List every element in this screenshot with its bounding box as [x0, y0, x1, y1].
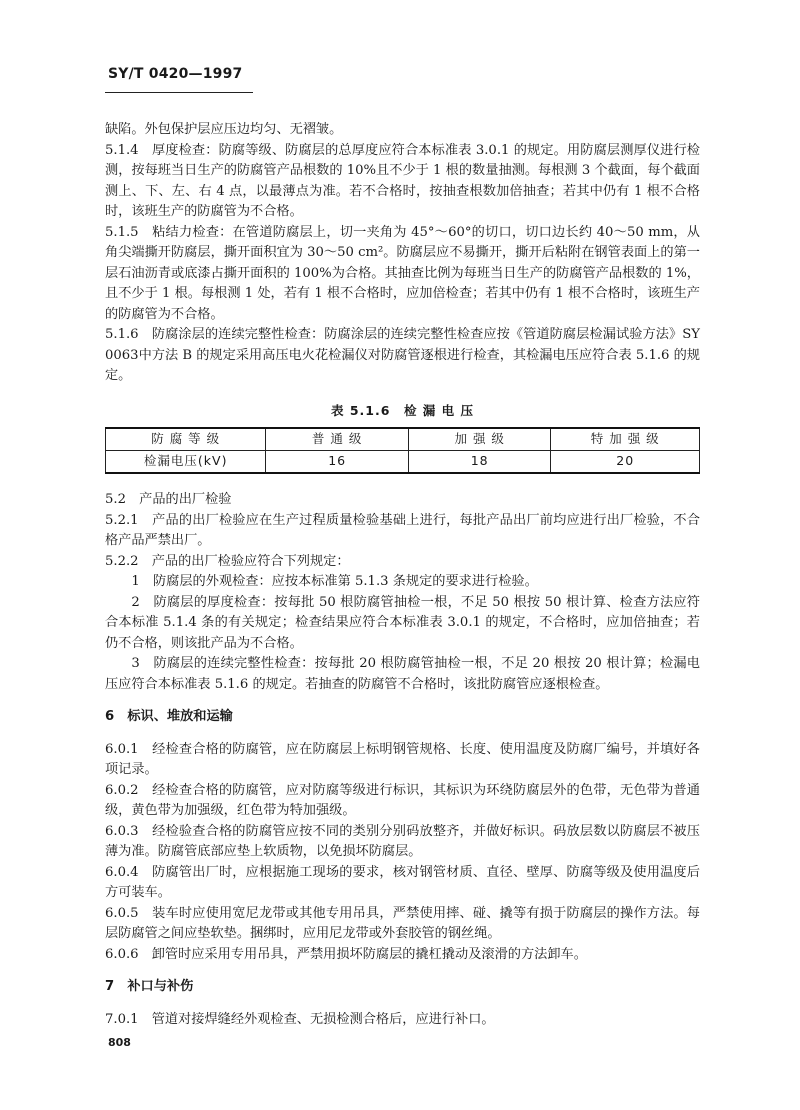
paragraph-5-2-2: 5.2.2 产品的出厂检验应符合下列规定： [105, 553, 350, 569]
paragraph-5-2-1: 5.2.1 产品的出厂检验应在生产过程质量检验基础上进行，每批产品出厂前均应进行出厂检验，不合格产品严禁出厂。 [105, 512, 700, 548]
table-caption: 表 5.1.6 检 漏 电 压 [331, 402, 474, 418]
document-code: SY/T 0420—1997 [108, 66, 243, 82]
paragraph-6-0-6: 6.0.6 卸管时应采用专用吊具，严禁用损坏防腐层的撬杠撬动及滚滑的方法卸车。 [105, 946, 587, 962]
list-item-2: 2 防腐层的厚度检查：按每批 50 根防腐管抽检一根，不足 50 根按 50 根计算、检查方法应符合本标准 5.1.4 条的有关规定；检查结果应符合本标准表 3.0.1 的规定，不合格时，应加倍抽查；若仍不合格，则该批产品为不合格。 [105, 594, 700, 651]
paragraph-7-0-1: 7.0.1 管道对接焊缝经外观检查、无损检测合格后，应进行补口。 [105, 1011, 495, 1027]
paragraph-6-0-5: 6.0.5 装车时应使用宽尼龙带或其他专用吊具，严禁使用摔、碰、撬等有损于防腐层的操作方法。每层防腐管之间应垫软垫。捆绑时，应用尼龙带或外套胶管的钢丝绳。 [105, 905, 700, 941]
paragraph-5-1-4: 5.1.4 厚度检查：防腐等级、防腐层的总厚度应符合本标准表 3.0.1 的规定。用防腐层测厚仪进行检测，按每班当日生产的防腐管产品根数的 10%且不少于 1 根的数量抽测。每根测 3 个截面，每个截面测上、下、左、右 4 点，以最薄点为准。若不合格时，按抽查根数加倍抽查；若其中仍有 1 根不合格时，该班生产的防腐管为不合格。 [105, 142, 700, 219]
section-heading-7: 7 补口与补伤 [105, 979, 194, 994]
paragraph-6-0-2: 6.0.2 经检查合格的防腐管，应对防腐等级进行标识，其标识为环绕防腐层外的色带，无色带为普通级，黄色带为加强级，红色带为特加强级。 [105, 782, 700, 818]
table-row [106, 451, 700, 474]
list-item-3: 3 防腐层的连续完整性检查：按每批 20 根防腐管抽检一根，不足 20 根按 20 根计算；检漏电压应符合本标准表 5.1.6 的规定。若抽查的防腐管不合格时，该批防腐管应逐根检查。 [105, 656, 700, 692]
page-content [105, 120, 700, 1030]
section-heading-5-2: 5.2 产品的出厂检验 [105, 492, 232, 507]
list-item-1: 1 防腐层的外观检查：应按本标准第 5.1.3 条规定的要求进行检验。 [131, 574, 538, 589]
table-header-cell: 特 加 强 级 [551, 428, 700, 451]
paragraph-6-0-1: 6.0.1 经检查合格的防腐管，应在防腐层上标明钢管规格、长度、使用温度及防腐厂编号，并填好各项记录。 [105, 741, 700, 777]
table-header-cell: 防 腐 等 级 [106, 428, 266, 451]
paragraph-intro: 缺陷。外包保护层应压边均匀、无褶皱。 [105, 122, 343, 137]
page-number: 808 [108, 1036, 131, 1049]
table-cell: 20 [551, 451, 700, 474]
header-rule [105, 92, 253, 93]
paragraph-5-1-6: 5.1.6 防腐涂层的连续完整性检查：防腐涂层的连续完整性检查应按《管道防腐层检漏试验方法》SY 0063中方法 B 的规定采用高压电火花检漏仪对防腐管逐根进行检查，其检漏电压应符合表 5.1.6 的规定。 [105, 327, 700, 383]
paragraph-6-0-3: 6.0.3 经检验查合格的防腐管应按不同的类别分别码放整齐，并做好标识。码放层数以防腐层不被压薄为准。防腐管底部应垫上软质物，以免损坏防腐层。 [105, 823, 700, 859]
section-heading-6: 6 标识、堆放和运输 [105, 709, 233, 724]
table-header-cell: 普 通 级 [266, 428, 409, 451]
paragraph-5-1-5: 5.1.5 粘结力检查：在管道防腐层上，切一夹角为 45°～60°的切口，切口边长约 40～50 mm，从角尖端撕开防腐层，撕开面积宜为 30～50 cm²。防腐层应不易撕开，撕开后粘附在钢管表面上的第一层石油沥青或底漆占撕开面积的 100%为合格。其抽查比例为每班当日生产的防腐管产品根数的 1%，且不少于 1 根。每根测 1 处，若有 1 根不合格时，应加倍检查；若其中仍有 1 根不合格时，该班生产的防腐管为不合格。 [105, 224, 700, 322]
table-cell: 16 [266, 451, 409, 474]
table-header-cell: 加 强 级 [408, 428, 551, 451]
leak-voltage-table [105, 427, 700, 474]
table-cell: 18 [408, 451, 551, 474]
table-cell: 检漏电压(kV) [106, 451, 266, 474]
table-header-row [106, 428, 700, 451]
paragraph-6-0-4: 6.0.4 防腐管出厂时，应根据施工现场的要求，核对钢管材质、直径、壁厚、防腐等级及使用温度后方可装车。 [105, 864, 700, 900]
